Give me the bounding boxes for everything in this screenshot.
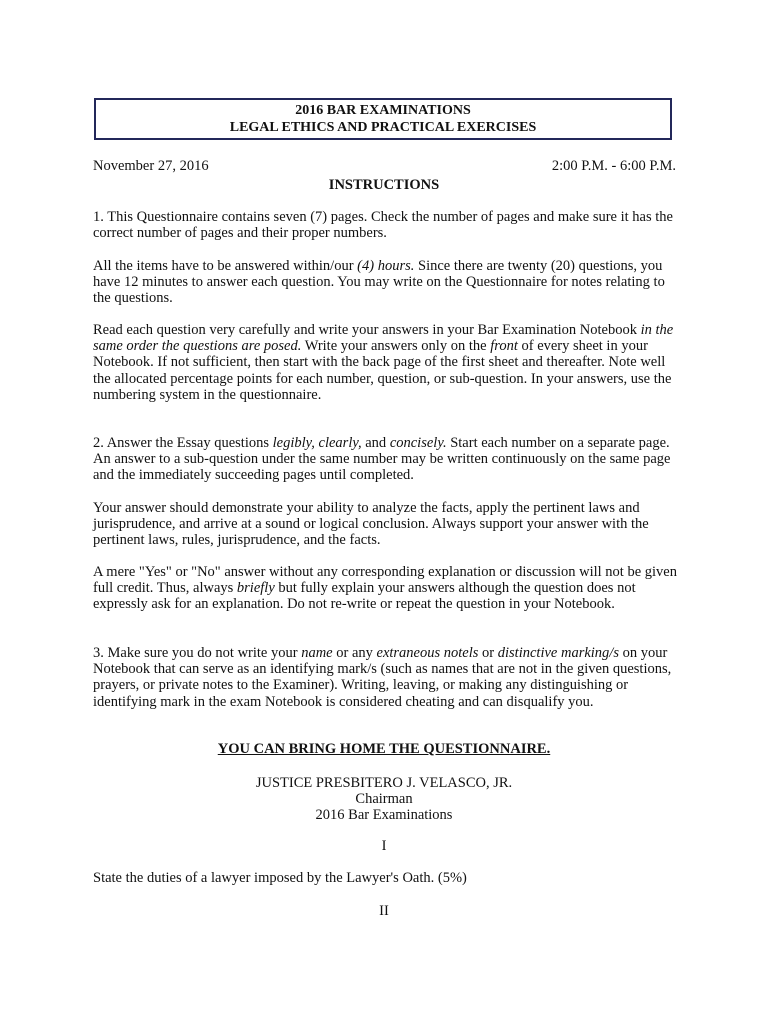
instruction-paragraph-6 bbox=[93, 564, 683, 613]
exam-date: November 27, 2016 bbox=[93, 158, 209, 174]
paragraph-text: All the items have to be answered within/our bbox=[93, 258, 358, 274]
paragraph-text: 3. Make sure you do not write your bbox=[93, 645, 302, 661]
paragraph-text: Since there are twenty (20) questions, you have 12 minutes to answer each question. You may write on the Questionnaire for notes relating to the questions. bbox=[93, 258, 665, 307]
instruction-paragraph-7 bbox=[93, 645, 683, 710]
instruction-paragraph-2 bbox=[93, 258, 683, 307]
question-text: State the duties of a lawyer imposed by the Lawyer's Oath. (5%) bbox=[93, 870, 467, 886]
paragraph-text: Your answer should demonstrate your ability to analyze the facts, apply the pertinent laws and jurisprudence, and arrive at a sound or logical conclusion. Always support your answer with the pertinent laws, rules, jurisprudence, and the facts. bbox=[93, 500, 649, 549]
signatory-office: 2016 Bar Examinations bbox=[315, 807, 453, 823]
exam-title-box bbox=[94, 98, 672, 140]
paragraph-text: Write your answers only on the bbox=[301, 338, 491, 355]
paragraph-text: of every sheet in your Notebook. If not sufficient, then start with the back page of the first sheet and thereafter. Note well the allocated percentage points for each number, question, or sub-question. In your answers, use the numbering system in the questionnaire. bbox=[93, 338, 672, 403]
instruction-paragraph-5 bbox=[93, 500, 683, 549]
paragraph-text: 2. Answer the Essay questions bbox=[93, 435, 273, 451]
signatory-role: Chairman bbox=[355, 791, 413, 807]
question-numeral: II bbox=[379, 903, 389, 919]
paragraph-text: but fully explain your answers although the question does not expressly ask for an explanation. Do not re-write or repeat the question in your Notebook. bbox=[93, 580, 636, 613]
bring-home-notice bbox=[0, 741, 768, 757]
instruction-paragraph-4 bbox=[93, 435, 683, 484]
paragraph-text: or bbox=[478, 645, 498, 661]
instruction-paragraph-3 bbox=[93, 322, 683, 403]
paragraph-emphasis: extraneous notels bbox=[376, 645, 479, 661]
paragraph-text: Read each question very carefully and write your answers in your Bar Examination Notebook bbox=[93, 322, 641, 338]
instruction-paragraph-1 bbox=[93, 209, 683, 241]
paragraph-text: 1. This Questionnaire contains seven (7) pages. Check the number of pages and make sure it has the correct number of pages and their proper numbers. bbox=[93, 209, 673, 242]
exam-title-line2: LEGAL ETHICS AND PRACTICAL EXERCISES bbox=[229, 120, 537, 135]
paragraph-emphasis: distinctive marking/s bbox=[497, 645, 619, 661]
paragraph-text: and bbox=[361, 435, 390, 451]
paragraph-emphasis: concisely. bbox=[389, 435, 447, 451]
instructions-heading: INSTRUCTIONS bbox=[328, 177, 440, 193]
paragraph-emphasis: name bbox=[301, 645, 333, 661]
paragraph-text: or any bbox=[332, 645, 377, 661]
paragraph-emphasis: in the same order the questions are posed. bbox=[93, 322, 674, 355]
paragraph-text: A mere "Yes" or "No" answer without any corresponding explanation or discussion will not be given full credit. Thus, always bbox=[93, 564, 677, 597]
question-numeral: I bbox=[381, 838, 387, 854]
date-time-row bbox=[93, 158, 676, 175]
bring-home-text: YOU CAN BRING HOME THE QUESTIONNAIRE. bbox=[217, 741, 551, 757]
paragraph-emphasis: (4) hours. bbox=[357, 258, 415, 274]
paragraph-text: on your Notebook that can serve as an identifying mark/s (such as names that are not in the given questions, prayers, or private notes to the Examiner). Writing, leaving, or making any distinguishing or identifying mark in the exam Notebook is considered cheating and can disqualify you. bbox=[93, 645, 672, 710]
exam-title-line1: 2016 BAR EXAMINATIONS bbox=[295, 103, 471, 118]
exam-time: 2:00 P.M. - 6:00 P.M. bbox=[551, 158, 676, 174]
paragraph-emphasis: briefly bbox=[236, 580, 275, 597]
paragraph-emphasis: front bbox=[490, 338, 518, 355]
paragraph-emphasis: legibly, clearly, bbox=[272, 435, 362, 451]
signatory-name: JUSTICE PRESBITERO J. VELASCO, JR. bbox=[255, 775, 513, 791]
paragraph-text: Start each number on a separate page. An answer to a sub-question under the same number may be written continuously on the same page and the immediately succeeding pages until completed. bbox=[93, 435, 671, 484]
